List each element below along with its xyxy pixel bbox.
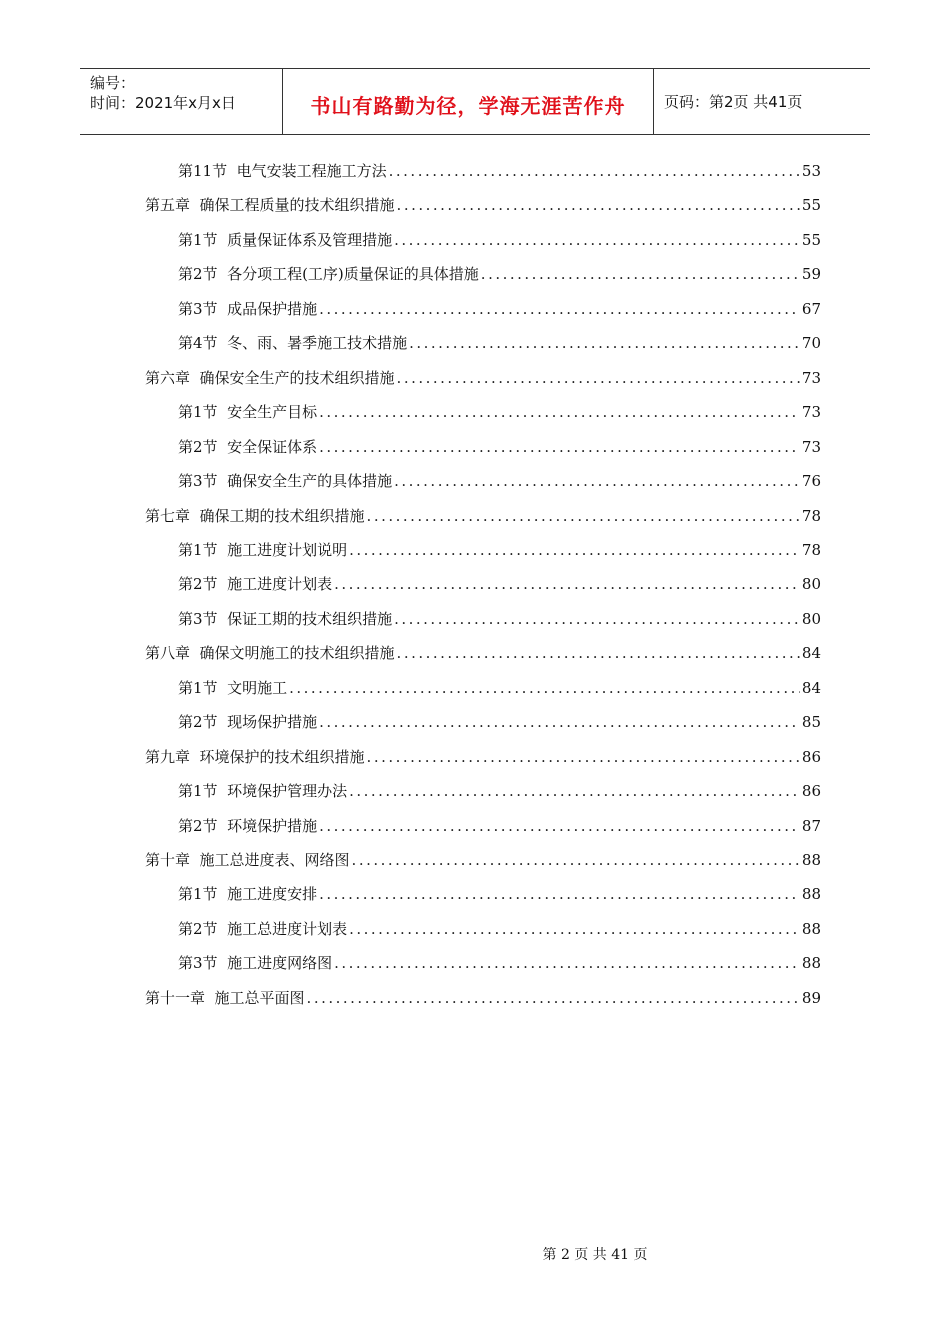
toc-page-number: 67: [801, 299, 821, 318]
toc-dot-leader: [481, 257, 800, 291]
toc-page-number: 55: [801, 230, 821, 249]
toc-entry-title: 第2节 环境保护措施: [178, 816, 318, 835]
toc-page-number: 73: [801, 368, 821, 387]
toc-section-entry[interactable]: [178, 912, 821, 946]
toc-entry-title: 第2节 施工进度计划表: [178, 575, 333, 594]
toc-entry-title: 第1节 环境保护管理办法: [178, 782, 348, 801]
toc-entry-title: 第1节 文明施工: [178, 678, 288, 697]
toc-section-entry[interactable]: [178, 671, 821, 705]
toc-dot-leader: [389, 154, 800, 188]
toc-dot-leader: [394, 464, 800, 498]
toc-entry-title: 第十章 施工总进度表、网络图: [145, 851, 350, 869]
toc-page-number: 78: [801, 540, 821, 559]
document-date: 时间：2021年x月x日: [90, 94, 236, 112]
toc-dot-leader: [319, 809, 800, 843]
toc-section-entry[interactable]: [178, 430, 821, 464]
toc-chapter-entry[interactable]: [145, 843, 821, 877]
toc-page-number: 55: [801, 196, 821, 215]
toc-page-number: 85: [801, 713, 821, 732]
toc-dot-leader: [289, 671, 800, 705]
page-header: [80, 68, 870, 135]
toc-chapter-entry[interactable]: [145, 499, 821, 533]
toc-page-number: 76: [801, 472, 821, 491]
document-number-label: 编号：: [90, 74, 136, 92]
toc-dot-leader: [367, 740, 800, 774]
toc-section-entry[interactable]: [178, 154, 821, 188]
toc-dot-leader: [349, 774, 800, 808]
toc-dot-leader: [397, 636, 800, 670]
toc-entry-title: 第11节 电气安装工程施工方法: [178, 162, 387, 180]
toc-entry-title: 第3节 施工进度网络图: [178, 954, 333, 973]
toc-page-number: 53: [801, 162, 821, 180]
toc-dot-leader: [319, 395, 800, 429]
toc-dot-leader: [397, 188, 800, 222]
toc-section-entry[interactable]: [178, 464, 821, 498]
toc-section-entry[interactable]: [178, 809, 821, 843]
toc-entry-title: 第1节 施工进度计划说明: [178, 540, 348, 559]
toc-page-number: 88: [801, 885, 821, 904]
toc-dot-leader: [334, 567, 800, 601]
toc-entry-title: 第3节 成品保护措施: [178, 299, 318, 318]
toc-page-number: 86: [801, 747, 821, 766]
toc-entry-title: 第九章 环境保护的技术组织措施: [145, 747, 365, 766]
toc-section-entry[interactable]: [178, 223, 821, 257]
toc-page-number: 59: [801, 265, 821, 284]
toc-dot-leader: [367, 499, 800, 533]
toc-dot-leader: [349, 912, 800, 946]
header-motto: 书山有路勤为径，学海无涯苦作舟: [282, 69, 654, 134]
toc-dot-leader: [307, 981, 800, 1015]
toc-entry-title: 第1节 安全生产目标: [178, 403, 318, 422]
toc-entry-title: 第七章 确保工期的技术组织措施: [145, 506, 365, 525]
toc-entry-title: 第2节 安全保证体系: [178, 437, 318, 456]
toc-dot-leader: [397, 361, 800, 395]
toc-entry-title: 第八章 确保文明施工的技术组织措施: [145, 644, 395, 663]
toc-entry-title: 第2节 各分项工程(工序)质量保证的具体措施: [178, 265, 479, 284]
toc-page-number: 80: [801, 609, 821, 628]
toc-section-entry[interactable]: [178, 602, 821, 636]
toc-entry-title: 第1节 施工进度安排: [178, 885, 318, 904]
toc-dot-leader: [319, 292, 800, 326]
toc-page-number: 78: [801, 506, 821, 525]
toc-section-entry[interactable]: [178, 774, 821, 808]
toc-chapter-entry[interactable]: [145, 740, 821, 774]
toc-page-number: 70: [801, 334, 821, 353]
toc-page-number: 88: [801, 919, 821, 938]
toc-section-entry[interactable]: [178, 257, 821, 291]
toc-entry-title: 第3节 确保安全生产的具体措施: [178, 472, 393, 491]
toc-chapter-entry[interactable]: [145, 636, 821, 670]
toc-entry-title: 第五章 确保工程质量的技术组织措施: [145, 196, 395, 215]
toc-page-number: 87: [801, 816, 821, 835]
toc-section-entry[interactable]: [178, 292, 821, 326]
toc-page-number: 88: [801, 954, 821, 973]
toc-dot-leader: [319, 877, 800, 911]
toc-dot-leader: [409, 326, 800, 360]
toc-entry-title: 第六章 确保安全生产的技术组织措施: [145, 368, 395, 387]
header-page-info: 页码：第2页 共41页: [664, 93, 803, 111]
toc-chapter-entry[interactable]: [145, 188, 821, 222]
toc-page-number: 84: [801, 678, 821, 697]
toc-page-number: 73: [801, 437, 821, 456]
header-meta: [80, 69, 282, 134]
toc-entry-title: 第1节 质量保证体系及管理措施: [178, 230, 393, 249]
toc-section-entry[interactable]: [178, 877, 821, 911]
toc-section-entry[interactable]: [178, 326, 821, 360]
toc-section-entry[interactable]: [178, 567, 821, 601]
toc-dot-leader: [352, 843, 800, 877]
toc-chapter-entry[interactable]: [145, 981, 821, 1015]
toc-dot-leader: [349, 533, 800, 567]
toc-page-number: 88: [801, 851, 821, 869]
toc-dot-leader: [334, 946, 800, 980]
toc-dot-leader: [394, 602, 800, 636]
toc-dot-leader: [319, 430, 800, 464]
page-footer: 第 2 页 共 41 页: [542, 1247, 648, 1263]
toc-chapter-entry[interactable]: [145, 361, 821, 395]
toc-page-number: 86: [801, 782, 821, 801]
toc-entry-title: 第十一章 施工总平面图: [145, 988, 305, 1007]
toc-page-number: 84: [801, 644, 821, 663]
toc-entry-title: 第3节 保证工期的技术组织措施: [178, 609, 393, 628]
toc-section-entry[interactable]: [178, 946, 821, 980]
toc-entry-title: 第4节 冬、雨、暑季施工技术措施: [178, 334, 408, 353]
toc-page-number: 80: [801, 575, 821, 594]
toc-section-entry[interactable]: [178, 705, 821, 739]
toc-dot-leader: [394, 223, 800, 257]
toc-dot-leader: [319, 705, 800, 739]
toc-entry-title: 第2节 现场保护措施: [178, 713, 318, 732]
toc-entry-title: 第2节 施工总进度计划表: [178, 919, 348, 938]
toc-section-entry[interactable]: [178, 395, 821, 429]
toc-page-number: 89: [801, 988, 821, 1007]
toc-section-entry[interactable]: [178, 533, 821, 567]
toc-page-number: 73: [801, 403, 821, 422]
